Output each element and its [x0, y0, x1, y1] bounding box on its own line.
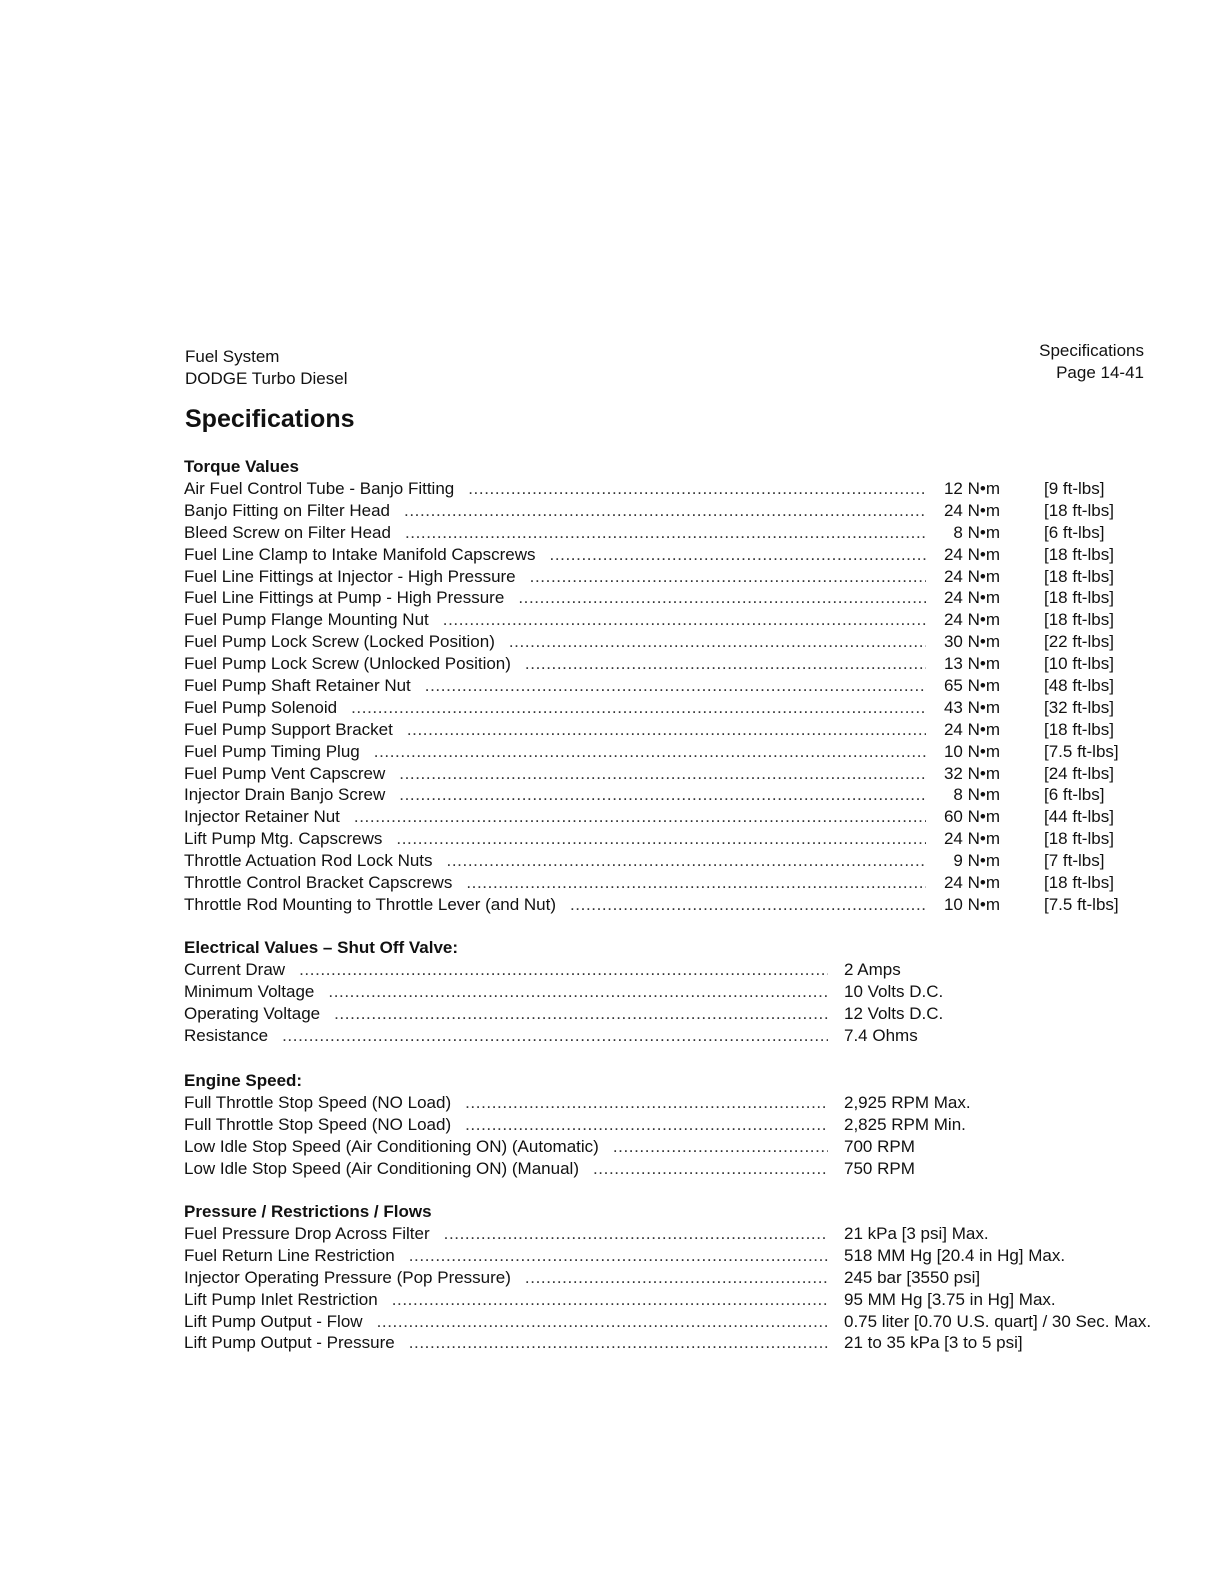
spec-label: Lift Pump Output - Pressure — [184, 1333, 395, 1353]
imperial-value: [32 ft-lbs] — [1044, 697, 1114, 717]
dot-leader — [466, 872, 926, 894]
imperial-value: [10 ft-lbs] — [1044, 654, 1114, 674]
spec-label: Fuel Pump Solenoid — [184, 697, 338, 717]
spec-label: Full Throttle Stop Speed (NO Load) — [184, 1093, 452, 1112]
dot-leader — [407, 719, 926, 741]
spec-label: Lift Pump Output - Flow — [184, 1311, 363, 1331]
dot-leader — [613, 1136, 828, 1158]
imperial-value: [18 ft-lbs] — [1044, 829, 1114, 849]
spec-label: Bleed Screw on Filter Head — [184, 522, 391, 542]
dot-leader — [282, 1025, 828, 1047]
dot-leader — [392, 1289, 828, 1311]
header-right — [1039, 340, 1144, 384]
spec-label: Full Throttle Stop Speed (NO Load) — [184, 1114, 452, 1134]
metric-value: 24 N•m — [943, 873, 1000, 893]
table-row — [184, 697, 1184, 719]
table-row — [184, 587, 1184, 609]
spec-label: Throttle Control Bracket Capscrews — [184, 873, 453, 893]
engine-speed-section — [184, 1070, 1184, 1180]
table-row — [184, 609, 1184, 631]
table-row — [184, 741, 1184, 763]
table-row — [184, 522, 1184, 544]
metric-value: 24 N•m — [943, 610, 1000, 630]
section-heading: Pressure / Restrictions / Flows — [184, 1202, 432, 1221]
metric-value: 12 N•m — [943, 479, 1000, 498]
table-row — [184, 1092, 1184, 1114]
dot-leader — [465, 1114, 828, 1136]
spec-label: Fuel Pump Flange Mounting Nut — [184, 610, 429, 630]
spec-label: Fuel Pump Timing Plug — [184, 741, 360, 761]
imperial-value: [18 ft-lbs] — [1044, 610, 1114, 630]
spec-label: Throttle Rod Mounting to Throttle Lever (and Nut) — [184, 894, 556, 914]
metric-value: 24 N•m — [943, 500, 1000, 520]
spec-label: Banjo Fitting on Filter Head — [184, 500, 390, 520]
spec-value: 700 RPM — [844, 1136, 915, 1156]
dot-leader — [409, 1245, 828, 1267]
imperial-value: [7.5 ft-lbs] — [1044, 894, 1119, 914]
imperial-value: [6 ft-lbs] — [1044, 522, 1105, 542]
table-row — [184, 1003, 1184, 1025]
table-row — [184, 1289, 1184, 1311]
dot-leader — [405, 522, 926, 544]
pressure-section — [184, 1201, 1184, 1354]
metric-value: 32 N•m — [943, 763, 1000, 783]
header-chapter: Specifications — [1039, 341, 1144, 360]
spec-label: Fuel Line Clamp to Intake Manifold Capscrews — [184, 544, 536, 564]
spec-label: Injector Drain Banjo Screw — [184, 785, 386, 805]
section-heading: Engine Speed: — [184, 1071, 303, 1090]
table-row — [184, 1114, 1184, 1136]
dot-leader — [351, 697, 926, 719]
torque-values-section — [184, 456, 1184, 916]
table-row — [184, 544, 1184, 566]
electrical-values-section — [184, 937, 1184, 1047]
table-row — [184, 675, 1184, 697]
metric-value: 24 N•m — [943, 588, 1000, 608]
table-row — [184, 719, 1184, 741]
dot-leader — [404, 500, 926, 522]
metric-value: 8 N•m — [953, 785, 1000, 805]
dot-leader — [550, 544, 927, 566]
imperial-value: [7 ft-lbs] — [1044, 851, 1105, 871]
metric-value: 8 N•m — [953, 522, 1000, 542]
dot-leader — [409, 1332, 828, 1354]
dot-leader — [444, 1223, 828, 1245]
imperial-value: [18 ft-lbs] — [1044, 588, 1114, 608]
spec-label: Fuel Pump Lock Screw (Unlocked Position) — [184, 654, 511, 674]
dot-leader — [354, 806, 926, 828]
metric-value: 30 N•m — [943, 632, 1000, 652]
spec-label: Lift Pump Mtg. Capscrews — [184, 829, 383, 849]
metric-value: 60 N•m — [943, 807, 1000, 827]
table-row — [184, 828, 1184, 850]
table-row — [184, 478, 1184, 500]
section-heading: Torque Values — [184, 457, 299, 476]
metric-value: 10 N•m — [943, 741, 1000, 761]
page-number: Page 14-41 — [1056, 363, 1144, 382]
dot-leader — [518, 587, 926, 609]
spec-label: Current Draw — [184, 960, 286, 979]
spec-label: Fuel Pump Shaft Retainer Nut — [184, 676, 411, 696]
spec-label: Low Idle Stop Speed (Air Conditioning ON) (Manual) — [184, 1158, 579, 1178]
spec-label: Fuel Line Fittings at Injector - High Pressure — [184, 566, 516, 586]
table-row — [184, 1158, 1184, 1180]
dot-leader — [425, 675, 926, 697]
metric-value: 9 N•m — [953, 851, 1000, 871]
metric-value: 24 N•m — [943, 544, 1000, 564]
spec-label: Fuel Pressure Drop Across Filter — [184, 1224, 430, 1243]
metric-value: 24 N•m — [943, 719, 1000, 739]
imperial-value: [6 ft-lbs] — [1044, 785, 1105, 805]
spec-value: 2,825 RPM Min. — [844, 1114, 966, 1134]
spec-label: Injector Retainer Nut — [184, 807, 340, 827]
spec-value: 21 kPa [3 psi] Max. — [844, 1224, 989, 1243]
dot-leader — [299, 959, 828, 981]
spec-label: Low Idle Stop Speed (Air Conditioning ON) (Automatic) — [184, 1136, 599, 1156]
imperial-value: [44 ft-lbs] — [1044, 807, 1114, 827]
spec-label: Throttle Actuation Rod Lock Nuts — [184, 851, 433, 871]
dot-leader — [377, 1311, 828, 1333]
dot-leader — [328, 981, 828, 1003]
imperial-value: [24 ft-lbs] — [1044, 763, 1114, 783]
table-row — [184, 959, 1184, 981]
table-row — [184, 850, 1184, 872]
imperial-value: [18 ft-lbs] — [1044, 719, 1114, 739]
spec-value: 95 MM Hg [3.75 in Hg] Max. — [844, 1289, 1056, 1309]
imperial-value: [48 ft-lbs] — [1044, 676, 1114, 696]
table-row — [184, 806, 1184, 828]
header-left — [185, 346, 348, 390]
table-row — [184, 1136, 1184, 1158]
table-row — [184, 500, 1184, 522]
spec-value: 21 to 35 kPa [3 to 5 psi] — [844, 1333, 1023, 1353]
spec-value: 10 Volts D.C. — [844, 981, 944, 1001]
table-row — [184, 1332, 1184, 1354]
section-heading: Electrical Values – Shut Off Valve: — [184, 938, 459, 957]
imperial-value: [9 ft-lbs] — [1044, 479, 1105, 498]
spec-value: 2 Amps — [844, 960, 901, 979]
dot-leader — [334, 1003, 828, 1025]
dot-leader — [468, 478, 926, 500]
spec-value: 245 bar [3550 psi] — [844, 1267, 981, 1287]
imperial-value: [18 ft-lbs] — [1044, 500, 1114, 520]
spec-label: Lift Pump Inlet Restriction — [184, 1289, 378, 1309]
spec-label: Air Fuel Control Tube - Banjo Fitting — [184, 479, 455, 498]
dot-leader — [530, 566, 926, 588]
spec-value: 7.4 Ohms — [844, 1025, 918, 1045]
dot-leader — [465, 1092, 828, 1114]
dot-leader — [396, 828, 926, 850]
metric-value: 65 N•m — [943, 676, 1000, 696]
spec-label: Fuel Pump Support Bracket — [184, 719, 393, 739]
dot-leader — [509, 631, 926, 653]
spec-label: Fuel Return Line Restriction — [184, 1245, 395, 1265]
imperial-value: [7.5 ft-lbs] — [1044, 741, 1119, 761]
spec-value: 518 MM Hg [20.4 in Hg] Max. — [844, 1245, 1066, 1265]
dot-leader — [447, 850, 926, 872]
spec-label: Resistance — [184, 1025, 269, 1045]
torque-table — [184, 478, 1184, 916]
imperial-value: [18 ft-lbs] — [1044, 566, 1114, 586]
spec-value: 2,925 RPM Max. — [844, 1093, 971, 1112]
spec-value: 12 Volts D.C. — [844, 1003, 944, 1023]
table-row — [184, 763, 1184, 785]
spec-label: Fuel Pump Vent Capscrew — [184, 763, 386, 783]
table-row — [184, 784, 1184, 806]
header-section-name: Fuel System — [185, 347, 280, 366]
dot-leader — [525, 653, 926, 675]
pressure-table — [184, 1223, 1184, 1354]
dot-leader — [374, 741, 926, 763]
spec-value: 750 RPM — [844, 1158, 915, 1178]
metric-value: 13 N•m — [943, 654, 1000, 674]
page-title: Specifications — [185, 405, 355, 433]
dot-leader — [593, 1158, 828, 1180]
spec-label: Fuel Pump Lock Screw (Locked Position) — [184, 632, 495, 652]
table-row — [184, 1311, 1184, 1333]
dot-leader — [399, 784, 926, 806]
table-row — [184, 631, 1184, 653]
table-row — [184, 872, 1184, 894]
imperial-value: [18 ft-lbs] — [1044, 873, 1114, 893]
table-row — [184, 1267, 1184, 1289]
spec-label: Fuel Line Fittings at Pump - High Pressure — [184, 588, 505, 608]
spec-value: 0.75 liter [0.70 U.S. quart] / 30 Sec. Max. — [844, 1311, 1152, 1331]
table-row — [184, 1025, 1184, 1047]
table-row — [184, 653, 1184, 675]
table-row — [184, 894, 1184, 916]
table-row — [184, 1223, 1184, 1245]
imperial-value: [18 ft-lbs] — [1044, 544, 1114, 564]
table-row — [184, 566, 1184, 588]
electrical-table — [184, 959, 1184, 1047]
table-row — [184, 1245, 1184, 1267]
spec-label: Injector Operating Pressure (Pop Pressure) — [184, 1267, 511, 1287]
spec-label: Minimum Voltage — [184, 981, 315, 1001]
dot-leader — [443, 609, 926, 631]
metric-value: 24 N•m — [943, 566, 1000, 586]
imperial-value: [22 ft-lbs] — [1044, 632, 1114, 652]
metric-value: 24 N•m — [943, 829, 1000, 849]
dot-leader — [570, 894, 926, 916]
dot-leader — [525, 1267, 828, 1289]
metric-value: 10 N•m — [943, 894, 1000, 914]
table-row — [184, 981, 1184, 1003]
header-vehicle-name: DODGE Turbo Diesel — [185, 369, 348, 388]
metric-value: 43 N•m — [943, 697, 1000, 717]
spec-label: Operating Voltage — [184, 1003, 321, 1023]
engine-speed-table — [184, 1092, 1184, 1180]
dot-leader — [399, 763, 926, 785]
